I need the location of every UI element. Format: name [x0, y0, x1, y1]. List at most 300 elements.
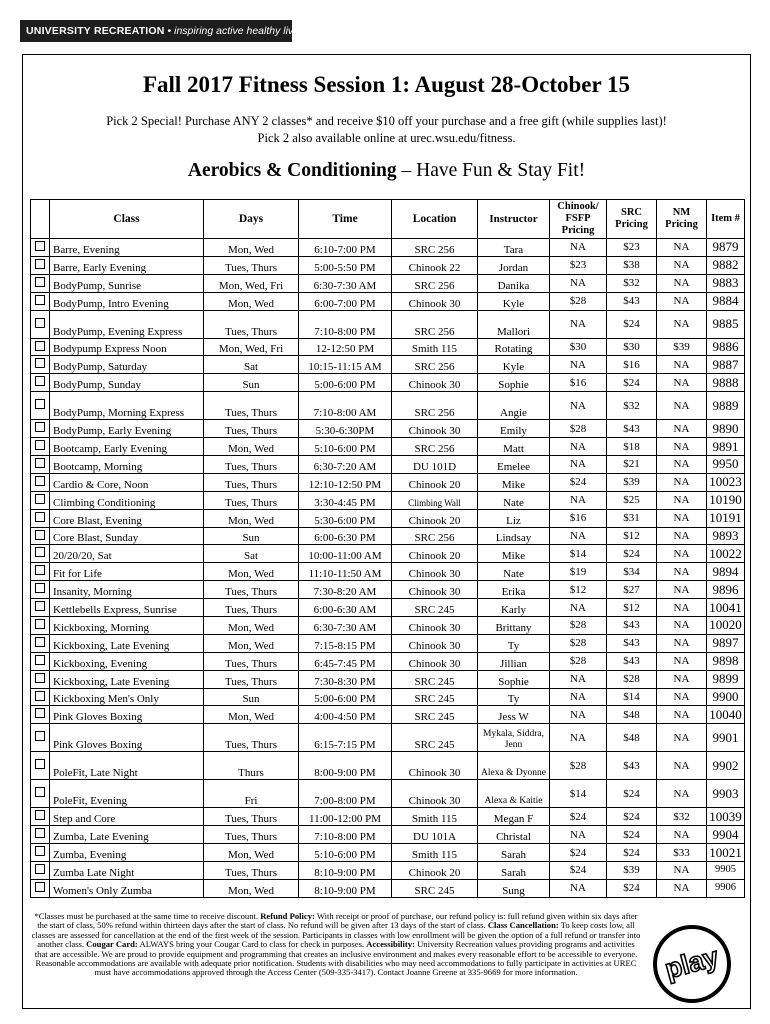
chinook-price-cell: NA	[550, 826, 607, 844]
table-row	[31, 491, 745, 509]
src-price-cell: $32	[607, 274, 657, 292]
item-number-cell: 9888	[707, 374, 745, 392]
checkbox[interactable]	[35, 882, 45, 892]
days-cell: Tues, Thurs	[204, 392, 299, 420]
days-cell: Mon, Wed	[204, 706, 299, 724]
table-row	[31, 456, 745, 474]
nm-price-cell: $32	[657, 808, 707, 826]
row-checkbox-cell	[31, 670, 50, 688]
class-cancellation-label: Class Cancellation:	[487, 920, 559, 931]
location-cell: Chinook 30	[392, 563, 478, 581]
days-cell: Fri	[204, 780, 299, 808]
days-cell: Sun	[204, 527, 299, 545]
nm-price-cell: NA	[657, 670, 707, 688]
class-cell: 20/20/20, Sat	[50, 545, 204, 563]
location-cell: DU 101A	[392, 826, 478, 844]
checkbox[interactable]	[35, 341, 45, 351]
class-cell: BodyPump, Early Evening	[50, 420, 204, 438]
header-location: Location	[392, 200, 478, 239]
checkbox[interactable]	[35, 787, 45, 797]
days-cell: Mon, Wed	[204, 509, 299, 527]
location-cell: Chinook 22	[392, 256, 478, 274]
checkbox[interactable]	[35, 399, 45, 409]
table-row	[31, 356, 745, 374]
nm-price-cell: NA	[657, 256, 707, 274]
class-cell: Insanity, Morning	[50, 581, 204, 599]
instructor-cell: Mykala, Siddra, Jenn	[478, 724, 550, 752]
instructor-cell: Erika	[478, 581, 550, 599]
instructor-cell: Lindsay	[478, 527, 550, 545]
days-cell: Mon, Wed	[204, 617, 299, 635]
chinook-price-cell: NA	[550, 356, 607, 374]
location-cell: SRC 256	[392, 356, 478, 374]
days-cell: Sat	[204, 545, 299, 563]
src-price-cell: $43	[607, 634, 657, 652]
chinook-price-cell: $16	[550, 509, 607, 527]
time-cell: 11:10-11:50 AM	[299, 563, 392, 581]
policy-footnote	[30, 912, 642, 978]
location-cell: Chinook 30	[392, 420, 478, 438]
table-row	[31, 617, 745, 635]
class-cell: BodyPump, Saturday	[50, 356, 204, 374]
time-cell: 6:10-7:00 PM	[299, 239, 392, 257]
nm-price-cell: NA	[657, 879, 707, 897]
location-cell: Chinook 20	[392, 862, 478, 880]
row-checkbox-cell	[31, 581, 50, 599]
table-row	[31, 392, 745, 420]
nm-price-cell: NA	[657, 509, 707, 527]
checkbox[interactable]	[35, 846, 45, 856]
item-number-cell: 9885	[707, 310, 745, 338]
table-row	[31, 724, 745, 752]
checkbox[interactable]	[35, 565, 45, 575]
days-cell: Tues, Thurs	[204, 670, 299, 688]
header-instructor: Instructor	[478, 200, 550, 239]
nm-price-cell: NA	[657, 599, 707, 617]
chinook-price-cell: NA	[550, 706, 607, 724]
location-cell: DU 101D	[392, 456, 478, 474]
item-number-cell: 9902	[707, 752, 745, 780]
row-checkbox-cell	[31, 862, 50, 880]
class-cell: BodyPump, Morning Express	[50, 392, 204, 420]
time-cell: 5:10-6:00 PM	[299, 438, 392, 456]
instructor-cell: Ty	[478, 688, 550, 706]
location-cell: Chinook 30	[392, 780, 478, 808]
checkbox[interactable]	[35, 358, 45, 368]
row-checkbox-cell	[31, 563, 50, 581]
checkbox[interactable]	[35, 241, 45, 251]
class-cell: Pink Gloves Boxing	[50, 724, 204, 752]
item-number-cell: 9883	[707, 274, 745, 292]
row-checkbox-cell	[31, 652, 50, 670]
checkbox[interactable]	[35, 440, 45, 450]
src-price-cell: $39	[607, 473, 657, 491]
days-cell: Sun	[204, 374, 299, 392]
chinook-price-cell: $23	[550, 256, 607, 274]
nm-price-cell: NA	[657, 862, 707, 880]
checkbox[interactable]	[35, 512, 45, 522]
header-chinook-pricing: Chinook/ FSFP Pricing	[550, 200, 607, 239]
time-cell: 10:15-11:15 AM	[299, 356, 392, 374]
table-row	[31, 509, 745, 527]
row-checkbox-cell	[31, 844, 50, 862]
item-number-cell: 9882	[707, 256, 745, 274]
chinook-price-cell: NA	[550, 274, 607, 292]
checkbox[interactable]	[35, 422, 45, 432]
instructor-cell: Mike	[478, 545, 550, 563]
item-number-cell: 9905	[707, 862, 745, 880]
checkbox[interactable]	[35, 691, 45, 701]
chinook-price-cell: $16	[550, 374, 607, 392]
chinook-price-cell: $24	[550, 473, 607, 491]
instructor-cell: Kyle	[478, 292, 550, 310]
checkbox[interactable]	[35, 708, 45, 718]
checkbox[interactable]	[35, 637, 45, 647]
class-cell: Core Blast, Sunday	[50, 527, 204, 545]
chinook-price-cell: $28	[550, 652, 607, 670]
instructor-cell: Matt	[478, 438, 550, 456]
days-cell: Tues, Thurs	[204, 473, 299, 491]
footnote-intro: *Classes must be purchased at the same time to receive discount.	[34, 911, 261, 921]
checkbox[interactable]	[35, 601, 45, 611]
checkbox[interactable]	[35, 673, 45, 683]
src-price-cell: $12	[607, 599, 657, 617]
section-heading-bold: Aerobics & Conditioning	[187, 160, 397, 181]
location-cell: SRC 256	[392, 239, 478, 257]
class-cell: Kickboxing, Morning	[50, 617, 204, 635]
checkbox[interactable]	[35, 458, 45, 468]
instructor-cell: Danika	[478, 274, 550, 292]
row-checkbox-cell	[31, 420, 50, 438]
item-number-cell: 10022	[707, 545, 745, 563]
location-cell: SRC 245	[392, 706, 478, 724]
instructor-cell: Christal	[478, 826, 550, 844]
instructor-cell: Sophie	[478, 670, 550, 688]
days-cell: Tues, Thurs	[204, 862, 299, 880]
checkbox[interactable]	[35, 655, 45, 665]
days-cell: Mon, Wed	[204, 563, 299, 581]
class-cell: Kickboxing, Late Evening	[50, 634, 204, 652]
class-cancellation-text: To keep costs low, all classes are assessed for cancellation at the end of the first week of the session. Participants in classes with low enrollment will be given the option of a full refund or transfer into another class.	[31, 920, 641, 950]
checkbox[interactable]	[35, 759, 45, 769]
class-cell: Bootcamp, Early Evening	[50, 438, 204, 456]
nm-price-cell: NA	[657, 706, 707, 724]
time-cell: 8:00-9:00 PM	[299, 752, 392, 780]
days-cell: Tues, Thurs	[204, 581, 299, 599]
checkbox[interactable]	[35, 494, 45, 504]
nm-price-cell: NA	[657, 374, 707, 392]
banner-bullet: •	[167, 25, 172, 37]
src-price-cell: $38	[607, 256, 657, 274]
chinook-price-cell: $28	[550, 292, 607, 310]
chinook-price-cell: NA	[550, 239, 607, 257]
location-cell: Chinook 30	[392, 634, 478, 652]
location-cell: Smith 115	[392, 338, 478, 356]
chinook-price-cell: $30	[550, 338, 607, 356]
chinook-price-cell: $24	[550, 808, 607, 826]
class-cell: BodyPump, Evening Express	[50, 310, 204, 338]
row-checkbox-cell	[31, 545, 50, 563]
src-price-cell: $43	[607, 652, 657, 670]
instructor-cell: Emelee	[478, 456, 550, 474]
item-number-cell: 9899	[707, 670, 745, 688]
nm-price-cell: NA	[657, 473, 707, 491]
item-number-cell: 10190	[707, 491, 745, 509]
item-number-cell: 9896	[707, 581, 745, 599]
instructor-cell: Rotating	[478, 338, 550, 356]
location-cell: Chinook 20	[392, 473, 478, 491]
class-cell: Kickboxing, Late Evening	[50, 670, 204, 688]
time-cell: 10:00-11:00 AM	[299, 545, 392, 563]
promo-line-2: Pick 2 also available online at urec.wsu.edu/fitness.	[257, 131, 516, 145]
row-checkbox-cell	[31, 456, 50, 474]
class-cell: Bootcamp, Morning	[50, 456, 204, 474]
time-cell: 8:10-9:00 PM	[299, 862, 392, 880]
class-cell: Step and Core	[50, 808, 204, 826]
time-cell: 6:45-7:45 PM	[299, 652, 392, 670]
location-cell: Chinook 20	[392, 545, 478, 563]
src-price-cell: $24	[607, 826, 657, 844]
checkbox[interactable]	[35, 547, 45, 557]
checkbox[interactable]	[35, 828, 45, 838]
promo-line-1: Pick 2 Special! Purchase ANY 2 classes* and receive $10 off your purchase and a free gift (while supplies last)!	[106, 114, 667, 128]
location-cell: Chinook 30	[392, 752, 478, 780]
section-heading	[22, 160, 751, 182]
chinook-price-cell: $28	[550, 420, 607, 438]
days-cell: Mon, Wed	[204, 879, 299, 897]
checkbox[interactable]	[35, 731, 45, 741]
play-logo-icon	[652, 924, 732, 1004]
row-checkbox-cell	[31, 527, 50, 545]
src-price-cell: $28	[607, 670, 657, 688]
item-number-cell: 10039	[707, 808, 745, 826]
instructor-cell: Sophie	[478, 374, 550, 392]
item-number-cell: 9950	[707, 456, 745, 474]
chinook-price-cell: $19	[550, 563, 607, 581]
instructor-cell: Jess W	[478, 706, 550, 724]
time-cell: 5:00-6:00 PM	[299, 374, 392, 392]
time-cell: 7:10-8:00 AM	[299, 392, 392, 420]
table-row	[31, 752, 745, 780]
item-number-cell: 9884	[707, 292, 745, 310]
table-row	[31, 545, 745, 563]
location-cell: Chinook 30	[392, 374, 478, 392]
days-cell: Tues, Thurs	[204, 724, 299, 752]
instructor-cell: Nate	[478, 491, 550, 509]
table-row	[31, 652, 745, 670]
table-row	[31, 274, 745, 292]
chinook-price-cell: NA	[550, 392, 607, 420]
class-cell: PoleFit, Evening	[50, 780, 204, 808]
nm-price-cell: NA	[657, 581, 707, 599]
time-cell: 6:30-7:30 AM	[299, 617, 392, 635]
class-cell: Zumba Late Night	[50, 862, 204, 880]
class-cell: BodyPump, Intro Evening	[50, 292, 204, 310]
chinook-price-cell: $12	[550, 581, 607, 599]
days-cell: Mon, Wed	[204, 634, 299, 652]
chinook-price-cell: NA	[550, 688, 607, 706]
nm-price-cell: NA	[657, 292, 707, 310]
row-checkbox-cell	[31, 392, 50, 420]
instructor-cell: Sarah	[478, 844, 550, 862]
class-cell: Zumba, Late Evening	[50, 826, 204, 844]
table-row	[31, 420, 745, 438]
checkbox[interactable]	[35, 277, 45, 287]
nm-price-cell: NA	[657, 563, 707, 581]
item-number-cell: 10040	[707, 706, 745, 724]
days-cell: Tues, Thurs	[204, 491, 299, 509]
instructor-cell: Megan F	[478, 808, 550, 826]
row-checkbox-cell	[31, 491, 50, 509]
chinook-price-cell: $28	[550, 617, 607, 635]
table-row	[31, 374, 745, 392]
table-row	[31, 706, 745, 724]
time-cell: 6:30-7:20 AM	[299, 456, 392, 474]
src-price-cell: $23	[607, 239, 657, 257]
days-cell: Mon, Wed	[204, 844, 299, 862]
location-cell: SRC 256	[392, 274, 478, 292]
cougar-card-text: ALWAYS bring your Cougar Card to class for check in purposes.	[137, 939, 367, 950]
time-cell: 7:30-8:20 AM	[299, 581, 392, 599]
location-cell: SRC 245	[392, 670, 478, 688]
time-cell: 7:00-8:00 PM	[299, 780, 392, 808]
src-price-cell: $43	[607, 292, 657, 310]
table-row	[31, 563, 745, 581]
instructor-cell: Sung	[478, 879, 550, 897]
checkbox[interactable]	[35, 318, 45, 328]
src-price-cell: $24	[607, 545, 657, 563]
src-price-cell: $27	[607, 581, 657, 599]
src-price-cell: $30	[607, 338, 657, 356]
table-row	[31, 256, 745, 274]
item-number-cell: 10041	[707, 599, 745, 617]
table-row	[31, 338, 745, 356]
table-row	[31, 239, 745, 257]
checkbox[interactable]	[35, 295, 45, 305]
item-number-cell: 9879	[707, 239, 745, 257]
instructor-cell: Emily	[478, 420, 550, 438]
instructor-cell: Ty	[478, 634, 550, 652]
time-cell: 7:10-8:00 PM	[299, 310, 392, 338]
table-row	[31, 527, 745, 545]
time-cell: 6:00-6:30 PM	[299, 527, 392, 545]
src-price-cell: $24	[607, 780, 657, 808]
header-days: Days	[204, 200, 299, 239]
days-cell: Tues, Thurs	[204, 599, 299, 617]
row-checkbox-cell	[31, 239, 50, 257]
nm-price-cell: NA	[657, 420, 707, 438]
item-number-cell: 9906	[707, 879, 745, 897]
refund-policy-label: Refund Policy:	[260, 911, 315, 921]
logo-text: play	[661, 941, 722, 985]
time-cell: 6:00-6:30 AM	[299, 599, 392, 617]
location-cell: SRC 256	[392, 527, 478, 545]
time-cell: 5:00-6:00 PM	[299, 688, 392, 706]
row-checkbox-cell	[31, 826, 50, 844]
checkbox[interactable]	[35, 476, 45, 486]
time-cell: 7:15-8:15 PM	[299, 634, 392, 652]
checkbox[interactable]	[35, 259, 45, 269]
days-cell: Tues, Thurs	[204, 826, 299, 844]
src-price-cell: $43	[607, 617, 657, 635]
nm-price-cell: NA	[657, 826, 707, 844]
item-number-cell: 10020	[707, 617, 745, 635]
src-price-cell: $12	[607, 527, 657, 545]
row-checkbox-cell	[31, 634, 50, 652]
banner-brand: UNIVERSITY RECREATION	[26, 25, 165, 37]
table-row	[31, 688, 745, 706]
class-cell: Fit for Life	[50, 563, 204, 581]
days-cell: Sun	[204, 688, 299, 706]
class-cell: Core Blast, Evening	[50, 509, 204, 527]
accessibility-text: University Recreation values providing programs and activities that are accessible. We are proud to provide equipment and programming that creates an inclusive environment and makes every reasonable effort to be accessible to everyone. Reasonable accommodations are available with adequate prior notification. Students with disabilities who may need accommodations to fully participate in activities at UREC must have accommodations approved through the Access Center (509-335-3417). Contact Joanne Greene at 335-9669 for more information.	[34, 939, 638, 978]
days-cell: Tues, Thurs	[204, 256, 299, 274]
src-price-cell: $32	[607, 392, 657, 420]
nm-price-cell: NA	[657, 527, 707, 545]
location-cell: Chinook 20	[392, 509, 478, 527]
checkbox[interactable]	[35, 864, 45, 874]
location-cell: Smith 115	[392, 808, 478, 826]
location-cell: Smith 115	[392, 844, 478, 862]
header-nm-pricing: NM Pricing	[657, 200, 707, 239]
class-cell: BodyPump, Sunday	[50, 374, 204, 392]
src-price-cell: $24	[607, 844, 657, 862]
src-price-cell: $21	[607, 456, 657, 474]
time-cell: 5:30-6:00 PM	[299, 509, 392, 527]
table-row	[31, 599, 745, 617]
instructor-cell: Liz	[478, 509, 550, 527]
table-row	[31, 438, 745, 456]
checkbox[interactable]	[35, 376, 45, 386]
item-number-cell: 9897	[707, 634, 745, 652]
row-checkbox-cell	[31, 310, 50, 338]
row-checkbox-cell	[31, 808, 50, 826]
item-number-cell: 9898	[707, 652, 745, 670]
class-cell: Climbing Conditioning	[50, 491, 204, 509]
urec-banner	[20, 20, 308, 42]
chinook-price-cell: $28	[550, 752, 607, 780]
chinook-price-cell: NA	[550, 438, 607, 456]
item-number-cell: 9904	[707, 826, 745, 844]
table-row	[31, 634, 745, 652]
instructor-cell: Brittany	[478, 617, 550, 635]
class-cell: Women's Only Zumba	[50, 879, 204, 897]
item-number-cell: 9901	[707, 724, 745, 752]
class-cell: BodyPump, Sunrise	[50, 274, 204, 292]
class-cell: Barre, Early Evening	[50, 256, 204, 274]
nm-price-cell: NA	[657, 724, 707, 752]
time-cell: 7:10-8:00 PM	[299, 826, 392, 844]
row-checkbox-cell	[31, 509, 50, 527]
src-price-cell: $16	[607, 356, 657, 374]
checkbox[interactable]	[35, 530, 45, 540]
row-checkbox-cell	[31, 706, 50, 724]
table-row	[31, 310, 745, 338]
row-checkbox-cell	[31, 274, 50, 292]
time-cell: 5:10-6:00 PM	[299, 844, 392, 862]
table-row	[31, 844, 745, 862]
item-number-cell: 9887	[707, 356, 745, 374]
checkbox[interactable]	[35, 583, 45, 593]
src-price-cell: $31	[607, 509, 657, 527]
checkbox[interactable]	[35, 810, 45, 820]
page-title: Fall 2017 Fitness Session 1: August 28-October 15	[142, 72, 631, 97]
checkbox[interactable]	[35, 619, 45, 629]
class-cell: Cardio & Core, Noon	[50, 473, 204, 491]
location-cell: SRC 256	[392, 438, 478, 456]
src-price-cell: $24	[607, 808, 657, 826]
src-price-cell: $24	[607, 310, 657, 338]
